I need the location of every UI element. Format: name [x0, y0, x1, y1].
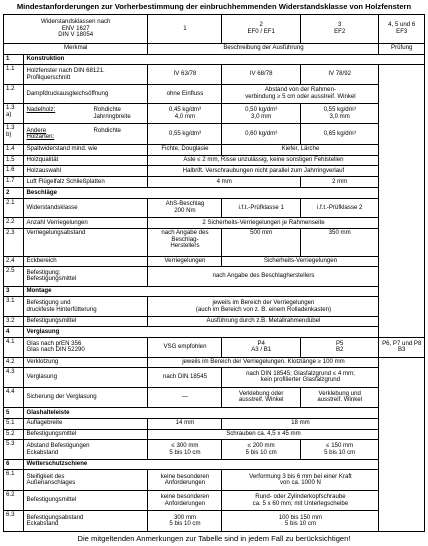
- header-row: [4, 15, 425, 44]
- table-row: 2.2 Anzahl Verriegelungen 2 Sicherheits-Verriegelungen je Rahmenseite: [4, 218, 425, 229]
- table-row: 1.6 Holzauswahl Halbrift. Verschraubungen nicht parallel zum Jahrringverlauf: [4, 166, 425, 177]
- classes-label: Widerstandsklassen nach ENV 1627 DIN V 18054: [4, 15, 148, 44]
- class-2-header: 2 EF0 / EF1: [222, 15, 301, 44]
- section-title: Konstruktion: [24, 54, 425, 65]
- document-title: Mindestanforderungen zur Vorherbestimmung der einbruchhemmenden Widerstandsklasse von Holzfenstern: [16, 2, 412, 11]
- table-row: 6.1 Steifigkeit des Außenanschlages keine besonderen Anforderungen Verformung 3 bis 6 mm bei einer Kraft von ca. 1000 N: [4, 470, 425, 490]
- table-row: 4.2 Verklotzung jeweils im Bereich der Verriegelungen. Klotzlänge ≥ 100 mm: [4, 357, 425, 368]
- table-row: 1.3 a) Nadelholz: Rohdichte Jahrringbreite 0,45 kg/dm³ 4,0 mm 0,50 kg/dm³ 3,0 mm 0,55 kg/dm³ 3,0 mm: [4, 103, 425, 123]
- table-row: 1.1 Holzfenster nach DIN 68121. Profilquerschnitt IV 63/78 IV 68/78 IV 78/92: [4, 65, 425, 84]
- section-row: 3 Montage: [4, 286, 425, 297]
- table-row: 5.2 Befestigungsmittel Schrauben ca. 4,5 x 45 mm: [4, 429, 425, 440]
- section-row: 2 Beschläge: [4, 188, 425, 199]
- table-row: 1.3 b) Andere Rohdichte Holzarten: 0,55 kg/dm³ 0,60 kg/dm³ 0,65 kg/dm³: [4, 124, 425, 144]
- section-row: 5 Glashalteleiste: [4, 408, 425, 419]
- table-row: 1.4 Spaltwiderstand mind. wie Fichte, Douglasie Kiefer, Lärche: [4, 144, 425, 155]
- class-4-header: 4, 5 und 6 EF3: [379, 15, 425, 44]
- table-row: 4.4 Sicherung der Verglasung — Verklebung oder ausstreif. Winkel Verklebung und ausstreif. Winkel: [4, 387, 425, 407]
- table-row: 6.2 Befestigungsmittel keine besonderen Anforderungen Rund- oder Zylinderkopfschraube ca. 5 x 60 mm; mit Unterlegscheibe: [4, 490, 425, 510]
- table-row: 4.3 Verglasung nach DIN 18545 nach DIN 18545; Glasfalzgrund ≤ 4 mm; kein profilierter Glasfalzgrund: [4, 368, 425, 387]
- pruefung-column: [379, 65, 425, 338]
- table-row: 2.1 Widerstandsklasse AhS-Beschlag 200 Nm i.f.t.-Prüfklasse 1 i.f.t.-Prüfklasse 2: [4, 198, 425, 217]
- section-row: 1 Konstruktion: [4, 54, 425, 65]
- class-1-header: 1: [148, 15, 222, 44]
- section-row: 6 Wetterschutzschiene: [4, 459, 425, 470]
- section-title: Glashalteleiste: [24, 408, 379, 419]
- table-row: 5.3 Abstand Befestigungen Eckabstand ≤ 300 mm 5 bis 10 cm ≤ 200 mm 5 bis 10 cm ≤ 150 mm 5 bis 10 cm: [4, 440, 425, 459]
- table-row: 1.7 Luft Flügelfalz Schließplatten 4 mm 2 mm: [4, 177, 425, 188]
- section-title: Verglasung: [24, 327, 379, 338]
- table-row: 5.1 Auflagebreite 14 mm 18 mm: [4, 418, 425, 429]
- pruefung-column-lower: [379, 357, 425, 531]
- section-title: Montage: [24, 286, 379, 297]
- requirements-table: [3, 14, 425, 532]
- table-row: 1.5 Holzqualität Äste ≤ 2 mm, Risse unzulässig, keine sonstigen Fehlstellen: [4, 155, 425, 166]
- table-row: 3.1 Befestigung und druckfeste Hinterfütterung jeweils im Bereich der Verriegelungen (auch im Bereich von z. B. einem Rolladenkasten): [4, 297, 425, 316]
- table-row: 2.5 Befestigung; Befestigungsmittel nach Angabe des Beschlagherstellers: [4, 267, 425, 286]
- section-title: Beschläge: [24, 188, 379, 199]
- subheader-row: [4, 43, 425, 54]
- table-row: 2.3 Verriegelungsabstand nach Angabe des Beschlag- Herstellers 500 mm 350 mm: [4, 228, 425, 256]
- section-row: 4 Verglasung: [4, 327, 425, 338]
- table-row: 3.2 Befestigungsmittel Ausführung durch z.B. Metallrahmendübel: [4, 316, 425, 327]
- pruefung-glass-class: P6, P7 und P8 B3: [379, 338, 425, 357]
- footer-note: Die mitgeltenden Anmerkungen zur Tabelle sind in jedem Fall zu berücksichtigen!: [77, 534, 351, 543]
- merkmal-header: Merkmal: [4, 43, 148, 54]
- table-row: 2.4 Eckbereich Verriegelungen Sicherheits-Verriegelungen: [4, 256, 425, 267]
- table-row: 6.3 Befestigungsabstand Eckabstand 300 mm 5 bis 10 cm 100 bis 150 mm 5 bis 10 cm: [4, 511, 425, 532]
- pruefung-header: Prüfung: [379, 43, 425, 54]
- class-3-header: 3 EF2: [300, 15, 379, 44]
- beschreibung-header: Beschreibung der Ausführung: [148, 43, 379, 54]
- table-row: 1.2 Dampfdruckausgleichsöffnung ohne Einfluss Abstand von der Rahmen- verbindung ≥ 5 cm oder ausstreif. Winkel: [4, 84, 425, 103]
- section-title: Wetterschutzschiene: [24, 459, 379, 470]
- table-row: 4.1 Glas nach prEN 356 Glas nach DIN 52290 VSG empfohlen P4 A3 / B1 P5 B2 P6, P7 und P8 B3: [4, 338, 425, 357]
